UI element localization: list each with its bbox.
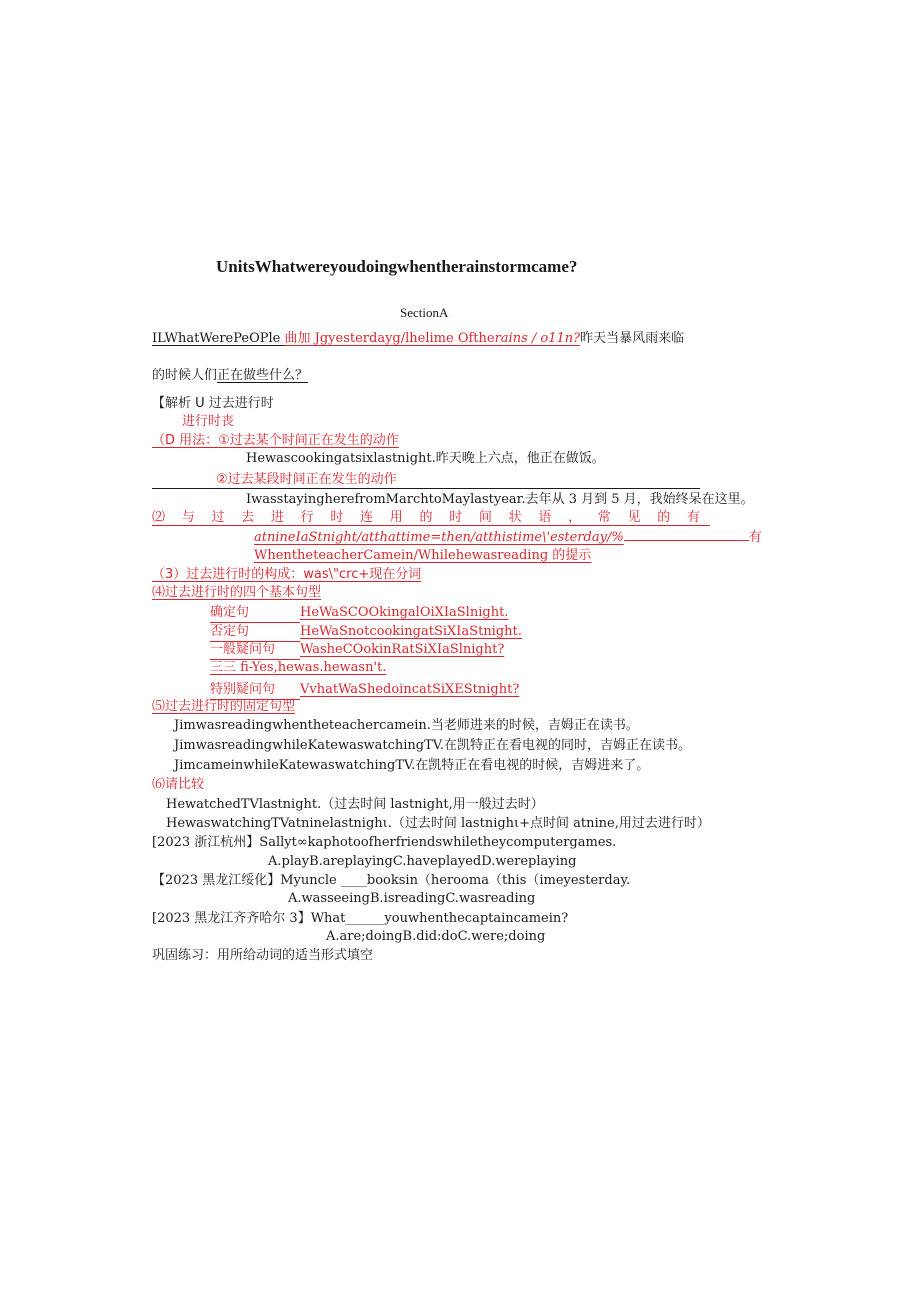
blank-line — [624, 528, 749, 541]
adverbial-char: 的 — [419, 510, 433, 525]
compare-heading: ⑹请比较 — [152, 777, 205, 792]
fixed-sentence-3: JimcameinwhileKatewaswatchingTV.在凯特正在看电视的时候，吉姆进来了。 — [174, 758, 650, 773]
adverbial-char: 过 — [211, 510, 225, 525]
adverbial-char: 行 — [300, 510, 314, 525]
question-1-options: A.playB.areplayingC.haveplayedD.wereplaying — [268, 854, 577, 869]
adverbial-char: 见 — [627, 510, 641, 525]
patterns-heading: ⑷过去进行时的四个基本句型 — [152, 585, 322, 600]
pattern-text: 三三 fi-Yes,hewas.hewasn't. — [210, 660, 387, 675]
pattern-text: WasheCOokinRatSiXIaSlnight? — [300, 642, 505, 657]
adverbial-char: 去 — [241, 510, 255, 525]
pattern-affirmative — [210, 604, 508, 623]
pattern-label: 特别疑问句 — [210, 681, 300, 700]
intro-line-2a: 的时候人们 — [152, 368, 218, 383]
example-2: IwasstayingherefromMarchtoMaylastyear.去年从 3 月到 5 月，我始终呆在这里。 — [246, 492, 754, 507]
pattern-label: 一般疑问句 — [210, 641, 300, 660]
adverbial-line-2 — [254, 528, 762, 547]
adverbial-char: 间 — [478, 510, 492, 525]
usage-2: ②过去某段时间正在发生的动作 — [216, 472, 397, 487]
intro-part-4: 昨天当暴风雨来临 — [580, 331, 685, 346]
adverbial-char: 进 — [270, 510, 284, 525]
question-2: 【2023 黑龙江绥化】Myuncle ____booksin（herooma（this（imeyesterday. — [152, 873, 631, 888]
compare-2: HewaswatchingTVatninelastnighι.（过去时间 lastnighι+点时间 atnine,用过去进行时） — [166, 816, 710, 831]
adverbial-char: 语 — [538, 510, 552, 525]
pattern-negative — [210, 623, 522, 642]
adverbial-char: ⑵ — [152, 510, 166, 525]
adverbial-char: 的 — [657, 510, 671, 525]
question-1: [2023 浙江杭州】Sallyt∞kaphotoofherfriendswhiletheycomputergames. — [152, 835, 617, 850]
practice-heading: 巩固练习：用所给动词的适当形式填空 — [152, 948, 374, 963]
pattern-text: VvhatWaShedoincatSiXEStnight? — [300, 682, 520, 697]
adverbial-char: 有 — [686, 510, 700, 525]
structure-line: （3）过去进行时的构成：was\"crc+现在分词 — [152, 567, 422, 582]
adverbial-have: 有 — [748, 530, 762, 545]
pattern-label: 否定句 — [210, 623, 300, 642]
adverbial-char: 时 — [330, 510, 344, 525]
doc-title: UnitsWhatwereyoudoingwhentherainstormcame? — [216, 257, 578, 276]
adverbial-char: 时 — [449, 510, 463, 525]
adverbial-char: 常 — [597, 510, 611, 525]
adverbial-char: 用 — [389, 510, 403, 525]
intro-line-2 — [152, 367, 308, 385]
question-3-options: A.are;doingB.did:doC.were;doing — [326, 929, 546, 944]
adverbial-char: 与 — [181, 510, 195, 525]
adverbial-list: atnineIaStnight/atthattime=then/atthistime\'esterday/% — [254, 530, 624, 545]
fixed-sentence-1: Jimwasreadingwhentheteachercamein.当老师进来的时候，吉姆正在读书。 — [174, 718, 639, 733]
compare-1: HewatchedTVlastnight.（过去时间 lastnight,用一般过去时） — [166, 797, 544, 812]
example-1: Hewascookingatsixlastnight.昨天晚上六点，他正在做饭。 — [246, 451, 605, 466]
adverbial-char: ， — [568, 510, 582, 525]
section-label: SectionA — [400, 305, 449, 320]
pattern-answer — [210, 659, 386, 677]
usage-heading: （D 用法：①过去某个时间正在发生的动作 — [152, 433, 399, 448]
intro-part-1: ILWhatWerePeOPle — [152, 331, 285, 346]
analysis-heading: 【解析 U 过去进行时 — [152, 396, 274, 411]
question-3: [2023 黑龙江齐齐哈尔 3】What______youwhenthecaptaincamein? — [152, 911, 569, 926]
intro-part-3: rains / o11n? — [494, 331, 581, 346]
pattern-question — [210, 641, 504, 660]
divider-line — [152, 488, 700, 489]
fixed-heading: ⑸过去进行时的固定句型 — [152, 699, 296, 714]
adverbial-char: 连 — [360, 510, 374, 525]
pattern-label: 确定句 — [210, 604, 300, 623]
adverbial-char: 状 — [508, 510, 522, 525]
intro-line-1 — [152, 330, 684, 348]
fixed-sentence-2: JimwasreadingwhileKatewaswatchingTV.在凯特正在看电视的同时，吉姆正在读书。 — [174, 738, 692, 753]
question-2-options: A.wasseeingB.isreadingC.wasreading — [288, 891, 536, 906]
intro-line-2b: 正在做些什么？ — [217, 368, 309, 383]
pattern-text: HeWaSCOOkingalOiXIaSlnight. — [300, 605, 509, 620]
intro-part-2: 曲加 Jgyesterdayg/lhelime Ofthe — [284, 331, 495, 346]
pattern-text: HeWaSnotcookingatSiXIaStnight. — [300, 624, 522, 639]
tense-name: 进行时丧 — [182, 414, 235, 429]
adverbial-line-3: WhentheteacherCamein/Whilehewasreading 的提示 — [254, 548, 592, 563]
adverbial-underline — [152, 525, 710, 526]
